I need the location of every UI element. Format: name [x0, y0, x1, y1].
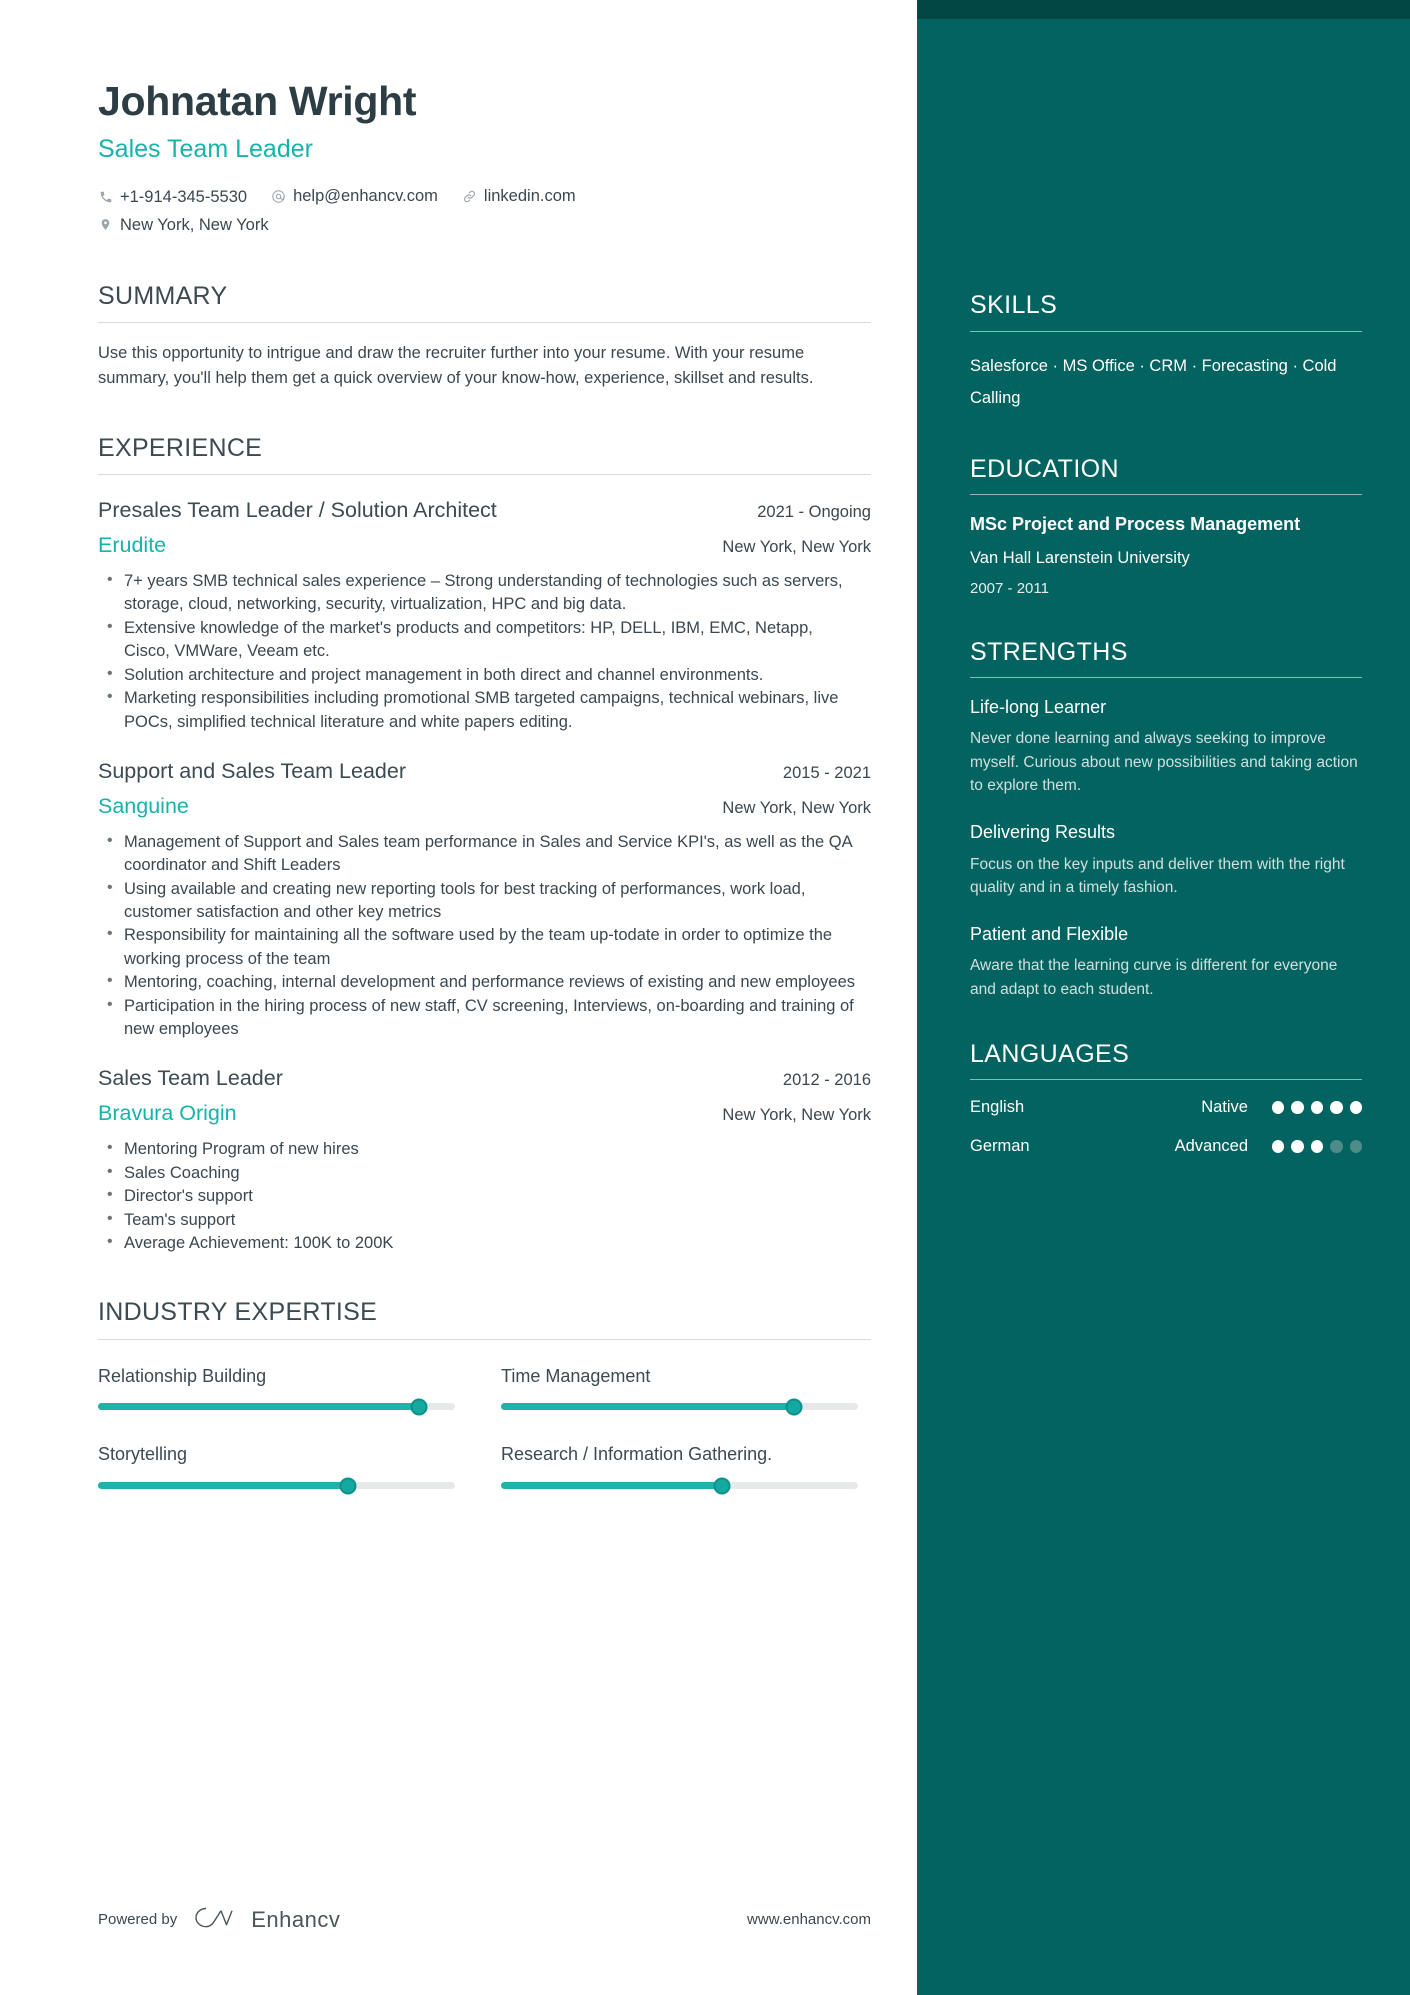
expertise-label: Time Management — [501, 1365, 651, 1386]
education-divider — [970, 494, 1362, 495]
language-level: Native — [1201, 1098, 1248, 1117]
experience-item — [98, 758, 917, 1042]
expertise-slider-fill — [501, 1482, 722, 1489]
enhancv-brand — [193, 1904, 340, 1935]
job-bullets — [98, 570, 858, 734]
job-location: New York, New York — [722, 538, 871, 557]
rating-dot — [1350, 1140, 1362, 1153]
job-title: Sales Team Leader — [98, 1066, 283, 1091]
experience-heading: EXPERIENCE — [98, 433, 263, 462]
strength-description: Aware that the learning curve is different for everyone and adapt to each student. — [970, 957, 1338, 998]
job-dates: 2012 - 2016 — [782, 1071, 871, 1090]
contact-info — [98, 182, 917, 239]
strength-description: Focus on the key inputs and deliver them with the right quality and in a timely fashion. — [970, 855, 1345, 896]
language-level: Advanced — [1174, 1137, 1248, 1156]
strength-name: Life-long Learner — [970, 697, 1107, 718]
expertise-slider-knob[interactable] — [785, 1398, 802, 1415]
contact-location — [98, 211, 269, 239]
job-company: Sanguine — [98, 793, 189, 818]
job-title: Presales Team Leader / Solution Architect — [98, 498, 497, 523]
summary-heading: SUMMARY — [98, 281, 228, 310]
expertise-item — [98, 1366, 455, 1411]
job-bullet: • Sales Coaching — [98, 1162, 858, 1185]
location-icon — [98, 217, 113, 232]
summary-text: Use this opportunity to intrigue and draw the recruiter further into your resume. With your resume summary, you'll help them get a quick overview of your know-how, experience, skillset and results. — [98, 344, 814, 387]
strengths-section — [970, 639, 1362, 1001]
experience-section — [98, 435, 917, 1256]
expertise-slider-fill — [98, 1403, 419, 1410]
language-row — [970, 1098, 1362, 1117]
expertise-slider-fill — [98, 1482, 348, 1489]
skills-list: Salesforce · MS Office · CRM · Forecasting · Cold Calling — [970, 356, 1337, 407]
link-icon — [462, 189, 477, 204]
job-bullet: • Solution architecture and project management in both direct and channel environments. — [98, 664, 858, 687]
skills-divider — [970, 331, 1362, 332]
job-title: Support and Sales Team Leader — [98, 758, 406, 783]
experience-item — [98, 1065, 917, 1255]
footer-url: www.enhancv.com — [747, 1911, 871, 1928]
rating-dot — [1311, 1101, 1323, 1114]
industry-expertise-divider — [98, 1339, 871, 1340]
education-school: Van Hall Larenstein University — [970, 549, 1190, 568]
expertise-label: Relationship Building — [98, 1365, 267, 1386]
expertise-slider-fill — [501, 1403, 794, 1410]
job-bullet: • Mentoring Program of new hires — [98, 1138, 858, 1161]
summary-divider — [98, 322, 871, 323]
education-heading: EDUCATION — [970, 454, 1119, 483]
job-bullet: • Team's support — [98, 1209, 858, 1232]
job-bullet: • Marketing responsibilities including promotional SMB targeted campaigns, technical webinars, live POCs, simplified technical literature and white papers editing. — [98, 687, 858, 734]
expertise-slider[interactable] — [98, 1403, 455, 1410]
contact-email-text: help@enhancv.com — [293, 187, 438, 206]
rating-dot — [1330, 1101, 1342, 1114]
rating-dot — [1272, 1140, 1284, 1153]
job-bullet: • Using available and creating new reporting tools for best tracking of performances, work load, customer satisfaction and other key metrics — [98, 878, 858, 925]
strength-item — [970, 821, 1362, 899]
expertise-grid — [98, 1366, 871, 1489]
job-dates: 2015 - 2021 — [782, 763, 871, 782]
education-section — [970, 456, 1362, 597]
rating-dot — [1350, 1101, 1362, 1114]
expertise-label: Research / Information Gathering. — [501, 1444, 773, 1465]
language-rating-dots — [1272, 1101, 1362, 1114]
expertise-item — [98, 1444, 455, 1489]
strength-name: Delivering Results — [970, 822, 1116, 843]
job-bullet: • Responsibility for maintaining all the software used by the team up-todate in order to optimize the working process of the team — [98, 924, 858, 971]
contact-email[interactable] — [271, 182, 438, 210]
strength-item — [970, 923, 1362, 1001]
strength-name: Patient and Flexible — [970, 924, 1129, 945]
expertise-item — [501, 1366, 858, 1411]
job-company: Bravura Origin — [98, 1101, 237, 1126]
sidebar — [917, 0, 1410, 1995]
experience-item — [98, 497, 917, 734]
skills-section — [970, 292, 1362, 414]
candidate-role: Sales Team Leader — [98, 135, 313, 164]
strengths-heading: STRENGTHS — [970, 637, 1128, 666]
expertise-slider[interactable] — [501, 1482, 858, 1489]
job-bullet: • 7+ years SMB technical sales experience – Strong understanding of technologies such as servers, storage, cloud, networking, security, virtualization, HPC and big data. — [98, 570, 858, 617]
rating-dot — [1272, 1101, 1284, 1114]
sidebar-top-accent-bar — [917, 0, 1410, 19]
industry-expertise-heading: INDUSTRY EXPERTISE — [98, 1298, 378, 1327]
job-bullet: • Management of Support and Sales team performance in Sales and Service KPI's, as well as the QA coordinator and Shift Leaders — [98, 831, 858, 878]
contact-phone-text: +1-914-345-5530 — [120, 187, 248, 206]
summary-section — [98, 283, 917, 391]
expertise-slider-knob[interactable] — [411, 1398, 428, 1415]
page-footer — [98, 1904, 871, 1935]
strengths-divider — [970, 677, 1362, 678]
expertise-item — [501, 1444, 858, 1489]
education-degree: MSc Project and Process Management — [970, 514, 1301, 535]
rating-dot — [1311, 1140, 1323, 1153]
skills-heading: SKILLS — [970, 291, 1058, 319]
powered-by-label: Powered by — [98, 1911, 178, 1928]
job-bullets — [98, 831, 858, 1042]
expertise-label: Storytelling — [98, 1444, 188, 1465]
strength-description: Never done learning and always seeking to improve myself. Curious about new possibilities and taking action to explore them. — [970, 730, 1358, 794]
languages-section — [970, 1041, 1362, 1157]
job-bullets — [98, 1138, 858, 1255]
job-location: New York, New York — [722, 798, 871, 817]
job-bullet: • Average Achievement: 100K to 200K — [98, 1232, 858, 1255]
experience-divider — [98, 474, 871, 475]
candidate-name: Johnatan Wright — [98, 78, 417, 124]
expertise-slider-knob[interactable] — [339, 1477, 356, 1494]
job-company: Erudite — [98, 533, 167, 558]
job-bullet: • Director's support — [98, 1185, 858, 1208]
contact-location-text: New York, New York — [120, 215, 269, 234]
job-bullet: • Mentoring, coaching, internal development and performance reviews of existing and new employees — [98, 971, 858, 994]
expertise-slider[interactable] — [98, 1482, 455, 1489]
expertise-slider-knob[interactable] — [714, 1477, 731, 1494]
contact-linkedin[interactable] — [462, 182, 576, 210]
contact-phone[interactable] — [98, 183, 247, 211]
job-location: New York, New York — [722, 1106, 871, 1125]
strength-item — [970, 696, 1362, 797]
rating-dot — [1330, 1140, 1342, 1153]
enhancv-brand-name: Enhancv — [251, 1906, 341, 1932]
job-bullet: • Extensive knowledge of the market's products and competitors: HP, DELL, IBM, EMC, Netapp, Cisco, VMWare, Veeam etc. — [98, 617, 858, 664]
rating-dot — [1291, 1101, 1303, 1114]
language-name: German — [970, 1137, 1030, 1156]
expertise-slider[interactable] — [501, 1403, 858, 1410]
email-icon — [271, 189, 286, 204]
language-row — [970, 1137, 1362, 1156]
rating-dot — [1291, 1140, 1303, 1153]
contact-linkedin-text: linkedin.com — [483, 187, 576, 206]
language-name: English — [970, 1098, 1025, 1117]
enhancv-logo-icon — [193, 1904, 241, 1935]
languages-divider — [970, 1079, 1362, 1080]
job-bullet: • Participation in the hiring process of new staff, CV screening, Interviews, on-boarding and training of new employees — [98, 995, 858, 1042]
industry-expertise-section — [98, 1299, 917, 1489]
education-dates: 2007 - 2011 — [970, 579, 1049, 597]
phone-icon — [98, 189, 113, 204]
languages-heading: LANGUAGES — [970, 1039, 1130, 1068]
job-dates: 2021 - Ongoing — [757, 503, 871, 522]
language-rating-dots — [1272, 1140, 1362, 1153]
